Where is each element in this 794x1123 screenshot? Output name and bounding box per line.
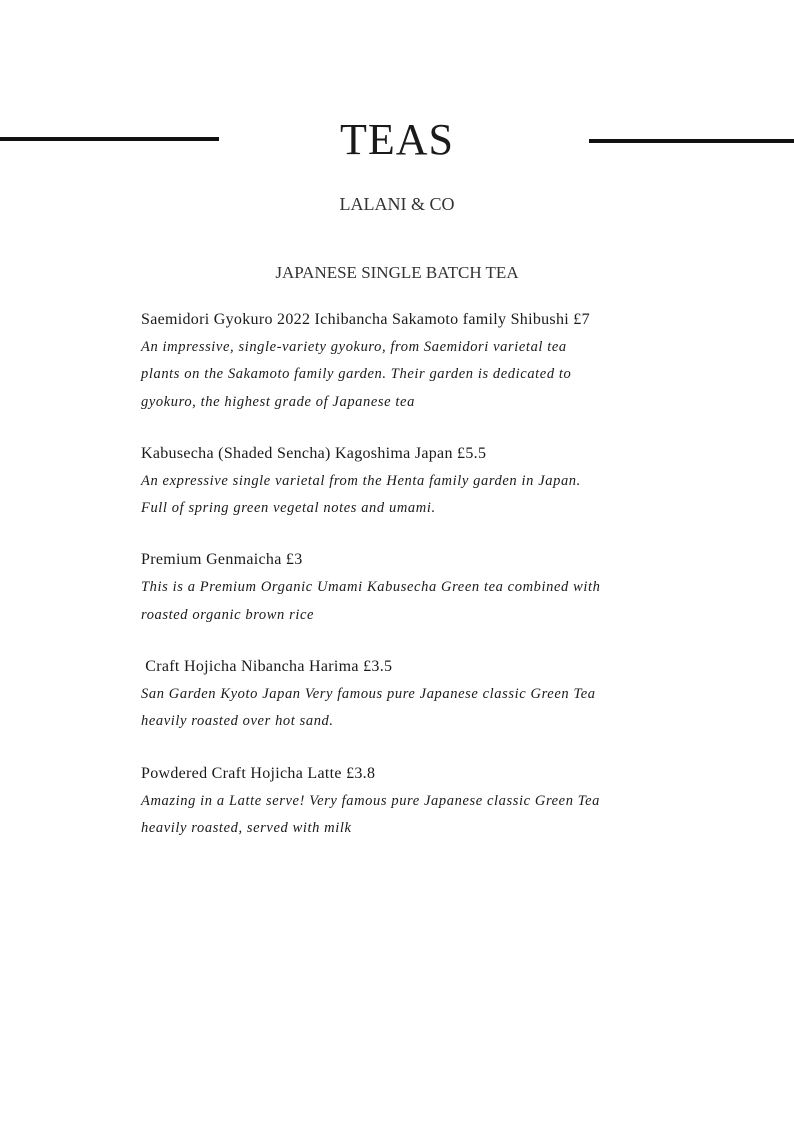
tea-item-name: Kabusecha (Shaded Sencha) Kagoshima Japan £5.5 bbox=[141, 444, 487, 462]
tea-item bbox=[141, 548, 701, 629]
tea-item bbox=[141, 442, 701, 523]
tea-item-name: Premium Genmaicha £3 bbox=[141, 551, 303, 569]
description-line: roasted organic brown rice bbox=[141, 606, 315, 623]
tea-item bbox=[141, 655, 701, 736]
description-line: San Garden Kyoto Japan Very famous pure Japanese classic Green Tea bbox=[141, 686, 596, 703]
tea-item-name: Craft Hojicha Nibancha Harima £3.5 bbox=[141, 658, 393, 676]
tea-item-name: Powdered Craft Hojicha Latte £3.8 bbox=[141, 764, 376, 782]
description-line: An impressive, single-variety gyokuro, from Saemidori varietal tea bbox=[141, 339, 567, 355]
tea-item bbox=[141, 762, 701, 843]
description-line: This is a Premium Organic Umami Kabusecha Green tea combined with bbox=[141, 579, 601, 596]
tea-item-description bbox=[141, 468, 701, 523]
description-line: Full of spring green vegetal notes and umami. bbox=[141, 500, 436, 517]
tea-item-description bbox=[141, 681, 701, 736]
tea-item bbox=[141, 308, 701, 416]
tea-item-description bbox=[141, 334, 701, 416]
tea-item-description bbox=[141, 788, 701, 843]
tea-item-description bbox=[141, 574, 701, 629]
description-line: heavily roasted, served with milk bbox=[141, 819, 352, 836]
section-heading: JAPANESE SINGLE BATCH TEA bbox=[275, 263, 519, 282]
description-line: An expressive single varietal from the Henta family garden in Japan. bbox=[141, 472, 581, 489]
description-line: heavily roasted over hot sand. bbox=[141, 713, 334, 730]
page-title: TEAS bbox=[340, 115, 454, 164]
tea-item-name: Saemidori Gyokuro 2022 Ichibancha Sakamoto family Shibushi £7 bbox=[141, 311, 590, 328]
tea-list bbox=[141, 308, 701, 842]
description-line: gyokuro, the highest grade of Japanese tea bbox=[141, 393, 415, 410]
brand-subtitle: LALANI & CO bbox=[339, 194, 455, 214]
description-line: Amazing in a Latte serve! Very famous pure Japanese classic Green Tea bbox=[141, 792, 601, 809]
description-line: plants on the Sakamoto family garden. Their garden is dedicated to bbox=[141, 366, 572, 383]
